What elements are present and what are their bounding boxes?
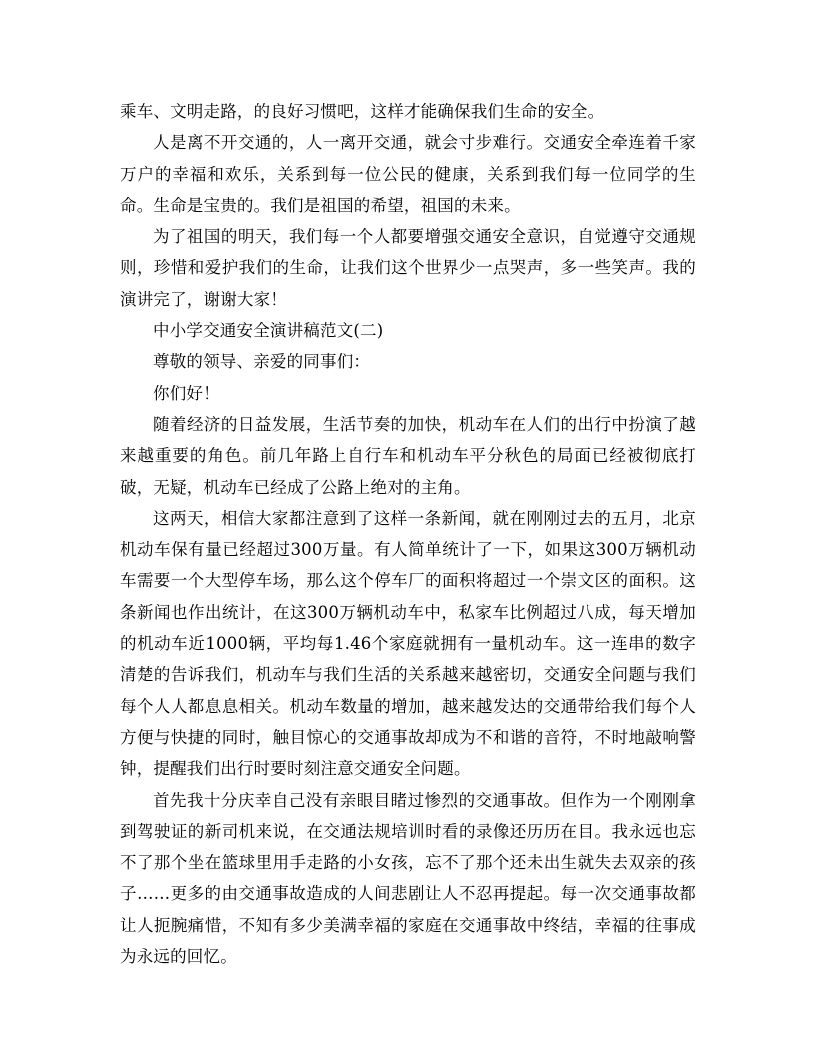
- salutation: 尊敬的领导、亲爱的同事们：: [153, 352, 371, 372]
- paragraph-3: 为了祖国的明天，我们每一个人都要增强交通安全意识，自觉遵守交通规则，珍惜和爱护我们的生命，让我们这个世界少一点哭声，多一些笑声。我的演讲完了，谢谢大家！: [120, 227, 696, 309]
- paragraph-8: 这两天，相信大家都注意到了这样一条新闻，就在刚刚过去的五月，北京机动车保有量已经超过300万量。有人简单统计了一下，如果这300万辆机动车需要一个大型停车场，那么这个停车厂的面积将超过一个崇文区的面积。这条新闻也作出统计，在这300万辆机动车中，私家车比例超过八成，每天增加的机动车近1000辆，平均每1.46个家庭就拥有一量机动车。这一连串的数字清楚的告诉我们，机动车与我们生活的关系越来越密切，交通安全问题与我们每个人人都息息相关。机动车数量的增加，越来越发达的交通带给我们每个人方便与快捷的同时，触目惊心的交通事故却成为不和谐的音符，不时地敲响警钟，提醒我们出行时要时刻注意交通安全问题。: [120, 508, 696, 779]
- paragraph-2: 人是离不开交通的，人一离开交通，就会寸步难行。交通安全牵连着千家万户的幸福和欢乐，关系到每一位公民的健康，关系到我们每一位同学的生命。生命是宝贵的。我们是祖国的希望，祖国的未来。: [120, 133, 696, 215]
- paragraph-7: 随着经济的日益发展，生活节奏的加快，机动车在人们的出行中扮演了越来越重要的角色。前几年路上自行车和机动车平分秋色的局面已经被彻底打破，无疑，机动车已经成了公路上绝对的主角。: [120, 414, 696, 497]
- greeting: 你们好！: [153, 383, 220, 403]
- paragraph-9: 首先我十分庆幸自己没有亲眼目睹过惨烈的交通事故。但作为一个刚刚拿到驾驶证的新司机来说，在交通法规培训时看的录像还历历在目。我永远也忘不了那个坐在篮球里用手走路的小女孩，忘不了那个还未出生就失去双亲的孩子……更多的由交通事故造成的人间悲剧让人不忍再提起。每一次交通事故都让人扼腕痛惜，不知有多少美满幸福的家庭在交通事故中终结，幸福的往事成为永远的回忆。: [120, 790, 696, 967]
- paragraph-1: 乘车、文明走路，的良好习惯吧，这样才能确保我们生命的安全。: [120, 102, 605, 121]
- document-page: [120, 96, 696, 972]
- section-heading: 中小学交通安全演讲稿范文(二): [153, 321, 384, 341]
